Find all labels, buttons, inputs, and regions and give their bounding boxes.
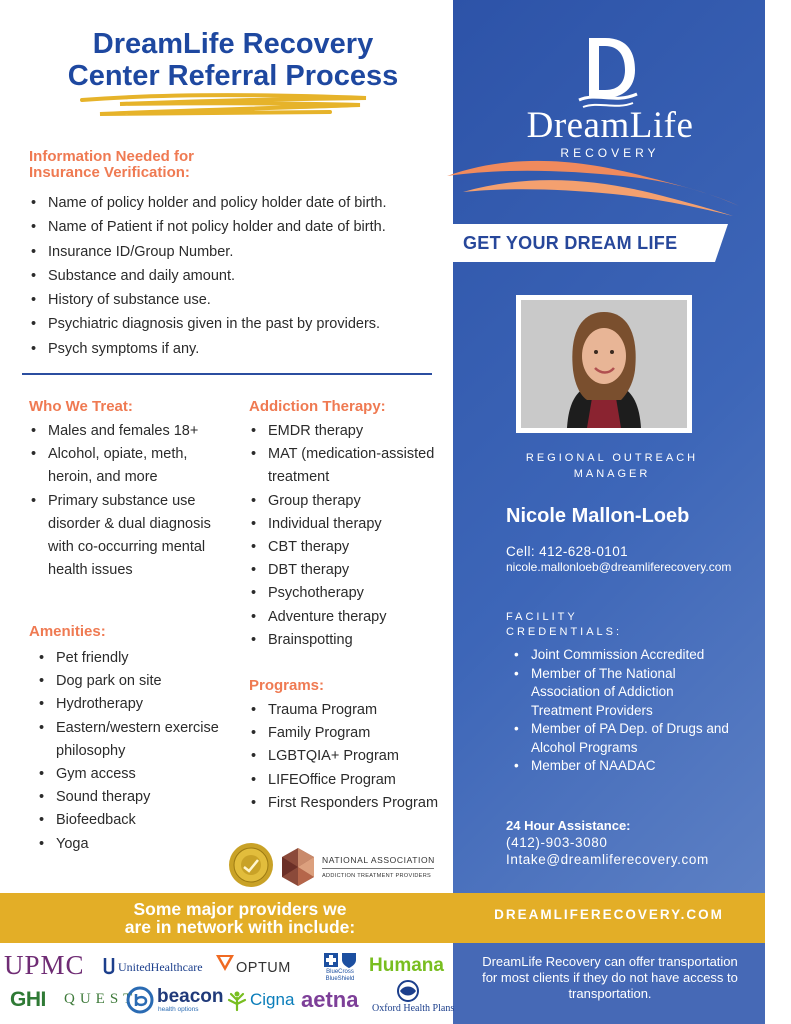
unitedhealthcare-logo: UnitedHealthcare <box>118 960 203 974</box>
list-item: • EMDR therapy <box>249 420 449 443</box>
credential-item: • Member of The National Association of Addiction Treatment Providers <box>514 665 734 721</box>
list-item: • CBT therapy <box>249 536 449 559</box>
ghi-logo: GHI <box>10 988 46 1011</box>
list-item: • Name of policy holder and policy holder date of birth. <box>29 191 449 215</box>
oxford-health-plans-logo-icon <box>396 980 420 1002</box>
list-item: • Primary substance use disorder & dual diagnosis with co-occurring mental health issues <box>29 490 234 583</box>
contact-role: REGIONAL OUTREACH MANAGER <box>525 452 699 480</box>
amenities-heading: Amenities: <box>29 623 106 640</box>
optum-logo: OPTUM <box>236 960 291 976</box>
who-we-treat-heading: Who We Treat: <box>29 398 133 415</box>
list-item: • DBT therapy <box>249 559 449 582</box>
section-divider <box>22 373 432 375</box>
list-item: • LGBTQIA+ Program <box>249 745 449 768</box>
list-item: • Trauma Program <box>249 699 449 722</box>
title-brush-underline <box>80 90 370 120</box>
list-item: • Psych symptoms if any. <box>29 337 449 361</box>
addiction-therapy-heading: Addiction Therapy: <box>249 398 386 415</box>
optum-logo-icon <box>214 951 236 973</box>
programs-list <box>249 699 449 815</box>
contact-email[interactable]: nicole.mallonloeb@dreamliferecovery.com <box>506 560 732 574</box>
list-item: • Substance and daily amount. <box>29 264 449 288</box>
list-item: • Individual therapy <box>249 513 449 536</box>
list-item: • Dog park on site <box>37 670 237 693</box>
list-item: • Yoga <box>37 833 237 856</box>
humana-logo: Humana <box>369 955 444 976</box>
list-item: • Sound therapy <box>37 786 237 809</box>
list-item: • Gym access <box>37 763 237 786</box>
naatp-logo-icon <box>280 847 316 887</box>
insurance-list <box>29 191 449 361</box>
list-item: • LIFEOffice Program <box>249 769 449 792</box>
transport-note: DreamLife Recovery can offer transportation for most clients if they do not have access to transportation. <box>482 954 738 1001</box>
beacon-logo: beacon <box>157 986 224 1007</box>
page-title-line: DreamLife Recovery <box>92 28 374 60</box>
list-item: • MAT (medication-assisted treatment <box>249 443 449 489</box>
bluecross-blueshield-logo-icon <box>320 951 360 969</box>
cigna-logo: Cigna <box>250 990 295 1009</box>
oxford-health-plans-logo: Oxford Health Plans <box>372 1003 455 1014</box>
joint-commission-seal-icon <box>228 842 274 888</box>
credential-item: • Joint Commission Accredited <box>514 646 734 665</box>
who-we-treat-list <box>29 420 234 582</box>
providers-heading <box>20 900 460 936</box>
list-item: • Eastern/western exercise philosophy <box>37 717 237 763</box>
right-margin-strip <box>765 0 791 1024</box>
list-item: • Psychotherapy <box>249 582 449 605</box>
bluecross-blueshield-logo: BlueCross BlueShield <box>325 969 355 982</box>
insurance-heading-line: Information Needed for <box>29 148 195 165</box>
insurance-heading <box>29 149 329 181</box>
list-item: • Group therapy <box>249 490 449 513</box>
beacon-logo-subtitle: health options <box>158 1006 199 1013</box>
providers-heading-line: Some major providers we <box>133 899 347 919</box>
list-item: • Hydrotherapy <box>37 693 237 716</box>
credential-item: • Member of NAADAC <box>514 757 734 776</box>
logo-wordmark: DreamLife <box>526 105 694 146</box>
list-item: • Males and females 18+ <box>29 420 234 443</box>
dreamlife-d-logo-icon <box>575 32 641 112</box>
aetna-logo: aetna <box>301 987 359 1012</box>
naatp-name: NATIONAL ASSOCIATION <box>322 855 435 865</box>
website-link[interactable]: DREAMLIFERECOVERY.COM <box>494 907 724 922</box>
list-item: • Insurance ID/Group Number. <box>29 240 449 264</box>
naatp-logo-text <box>322 855 442 879</box>
naatp-rule <box>322 868 434 869</box>
tagline-text: GET YOUR DREAM LIFE <box>463 233 678 253</box>
assistance-phone[interactable]: (412)-903-3080 <box>506 835 608 850</box>
contact-cell[interactable]: Cell: 412-628-0101 <box>506 544 629 559</box>
list-item: • First Responders Program <box>249 792 449 815</box>
providers-heading-line: are in network with include: <box>124 917 356 937</box>
logo-subtext: RECOVERY <box>560 146 660 160</box>
programs-heading: Programs: <box>249 677 325 694</box>
addiction-therapy-list <box>249 420 449 652</box>
unitedhealthcare-logo-icon <box>103 956 115 976</box>
cigna-tree-logo-icon <box>225 988 249 1012</box>
credentials-list <box>514 646 734 776</box>
list-item: • History of substance use. <box>29 288 449 312</box>
contact-photo <box>516 295 692 433</box>
insurance-heading-line: Insurance Verification: <box>29 164 190 181</box>
quest-logo: QUEST <box>64 991 138 1007</box>
naatp-subtitle: ADDICTION TREATMENT PROVIDERS <box>322 873 432 879</box>
list-item: • Name of Patient if not policy holder and date of birth. <box>29 215 449 239</box>
page-title-line: Center Referral Process <box>67 60 399 92</box>
contact-portrait-image <box>521 300 687 428</box>
assistance-heading: 24 Hour Assistance: <box>506 818 631 833</box>
page-title <box>28 28 438 92</box>
list-item: • Biofeedback <box>37 809 237 832</box>
list-item: • Adventure therapy <box>249 606 449 629</box>
assistance-email[interactable]: Intake@dreamliferecovery.com <box>506 852 709 867</box>
credentials-heading: FACILITY CREDENTIALS: <box>506 611 623 638</box>
list-item: • Alcohol, opiate, meth, heroin, and more <box>29 443 234 489</box>
list-item: • Psychiatric diagnosis given in the past by providers. <box>29 312 449 336</box>
beacon-logo-icon <box>126 986 154 1014</box>
list-item: • Brainspotting <box>249 629 449 652</box>
tagline-banner <box>453 224 728 262</box>
upmc-logo: UPMC <box>4 950 85 980</box>
contact-name: Nicole Mallon-Loeb <box>506 505 690 527</box>
list-item: • Pet friendly <box>37 647 237 670</box>
orange-swoosh-decoration <box>443 150 743 220</box>
amenities-list <box>37 647 237 856</box>
credential-item: • Member of PA Dep. of Drugs and Alcohol Programs <box>514 720 734 757</box>
list-item: • Family Program <box>249 722 449 745</box>
